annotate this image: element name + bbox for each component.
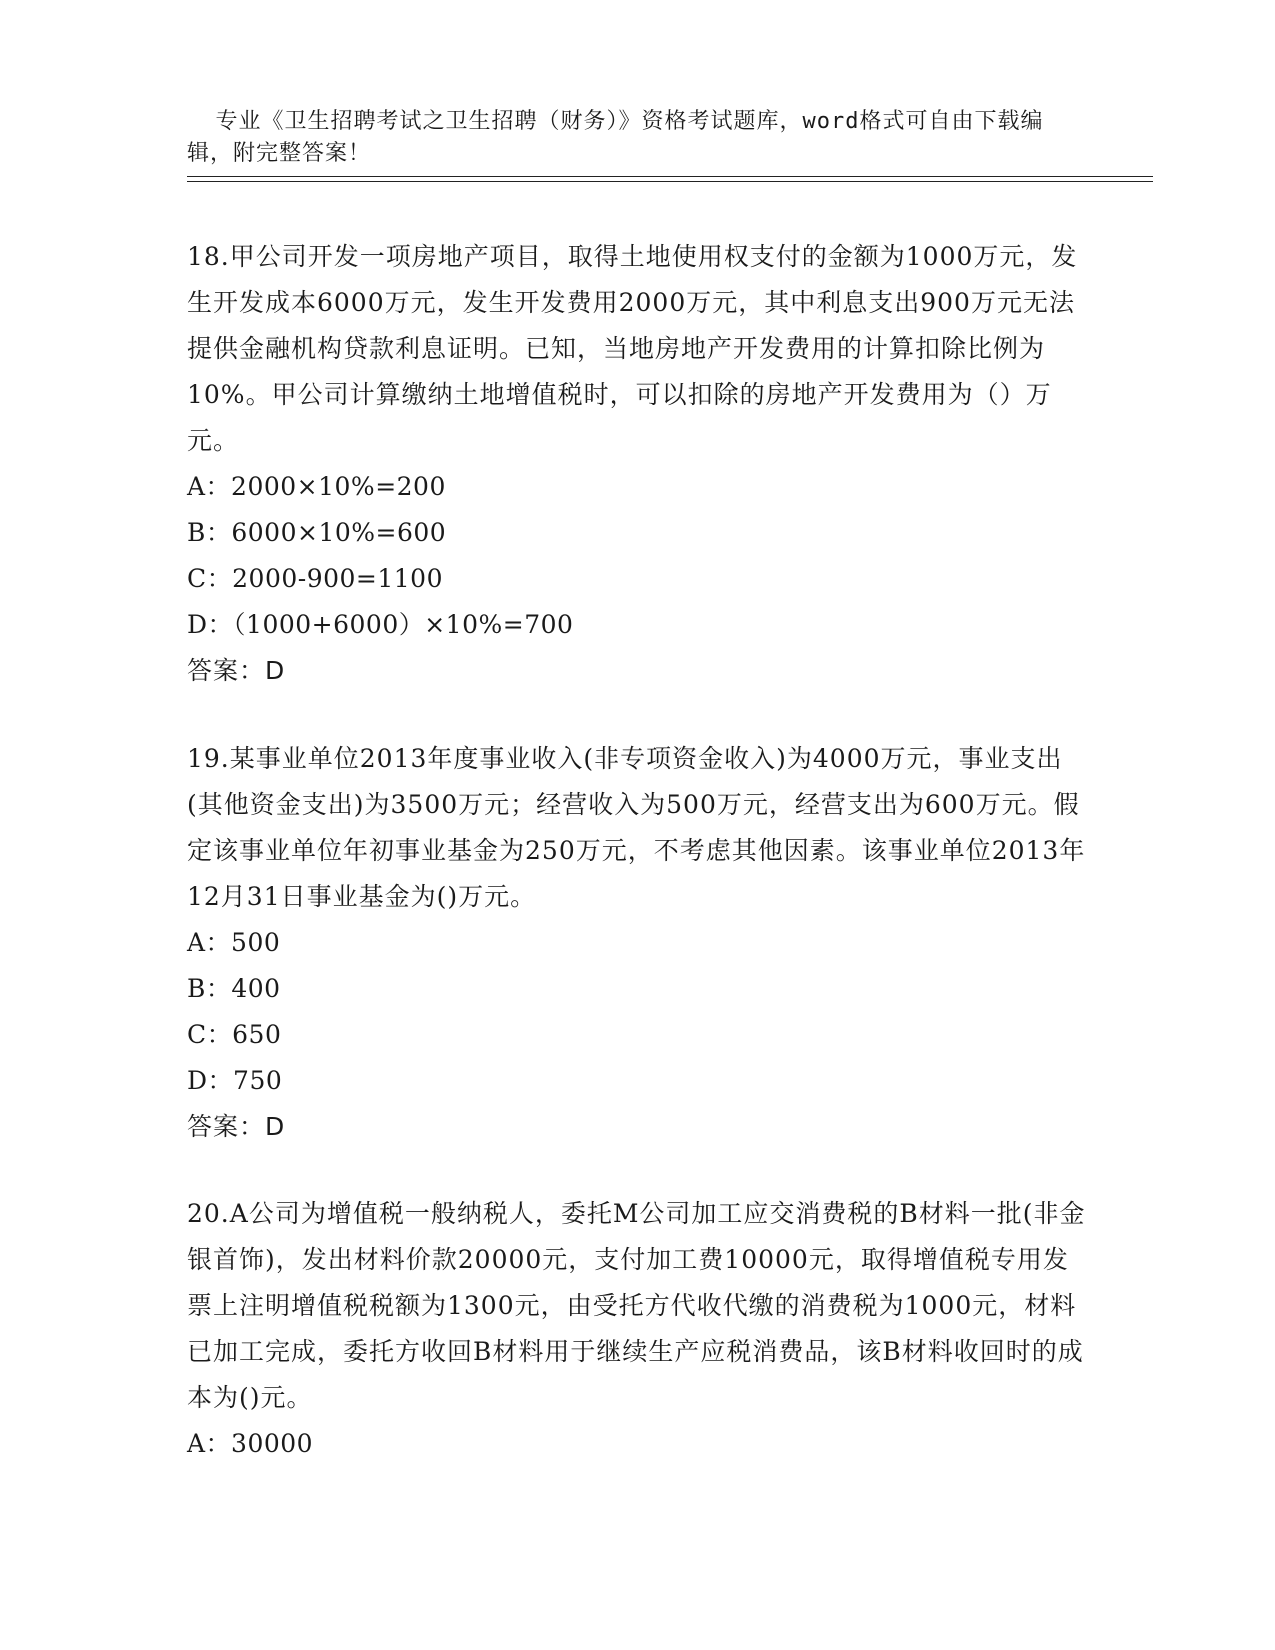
question-text: 20.A公司为增值税一般纳税人，委托M公司加工应交消费税的B材料一批(非金银首饰)，发出材料价款20000元，支付加工费10000元，取得增值税专用发票上注明增值税税额为1300元，由受托方代收代缴的消费税为1000元，材料已加工完成，委托方收回B材料用于继续生产应税消费品，该B材料收回时的成本为()元。 <box>187 1199 1086 1412</box>
option-c: C：2000-900=1100 <box>187 564 443 593</box>
option-b: B：6000×10%=600 <box>187 518 447 547</box>
option-b: B：400 <box>187 974 281 1003</box>
question-18 <box>187 234 1087 694</box>
question-19 <box>187 736 1087 1150</box>
option-d: D：750 <box>187 1066 283 1095</box>
option-d: D：（1000+6000）×10%=700 <box>187 610 574 639</box>
question-text: 19.某事业单位2013年度事业收入(非专项资金收入)为4000万元，事业支出(其他资金支出)为3500万元；经营收入为500万元，经营支出为600万元。假定该事业单位年初事业基金为250万元，不考虑其他因素。该事业单位2013年12月31日事业基金为()万元。 <box>187 744 1086 911</box>
answer: 答案：D <box>187 656 286 685</box>
option-c: C：650 <box>187 1020 282 1049</box>
option-a: A：500 <box>187 928 281 957</box>
header-rule-top <box>187 176 1153 177</box>
question-20 <box>187 1191 1087 1467</box>
document-header <box>187 74 1067 170</box>
header-text: 专业《卫生招聘考试之卫生招聘（财务）》资格考试题库，word格式可自由下载编辑，附完整答案！ <box>187 109 1044 166</box>
header-rule-bottom <box>187 181 1153 182</box>
option-a: A：30000 <box>187 1429 314 1458</box>
question-text: 18.甲公司开发一项房地产项目，取得土地使用权支付的金额为1000万元，发生开发成本6000万元，发生开发费用2000万元，其中利息支出900万元无法提供金融机构贷款利息证明。已知，当地房地产开发费用的计算扣除比例为10%。甲公司计算缴纳土地增值税时，可以扣除的房地产开发费用为（）万元。 <box>187 242 1078 455</box>
option-a: A：2000×10%=200 <box>187 472 446 501</box>
answer: 答案：D <box>187 1112 286 1141</box>
